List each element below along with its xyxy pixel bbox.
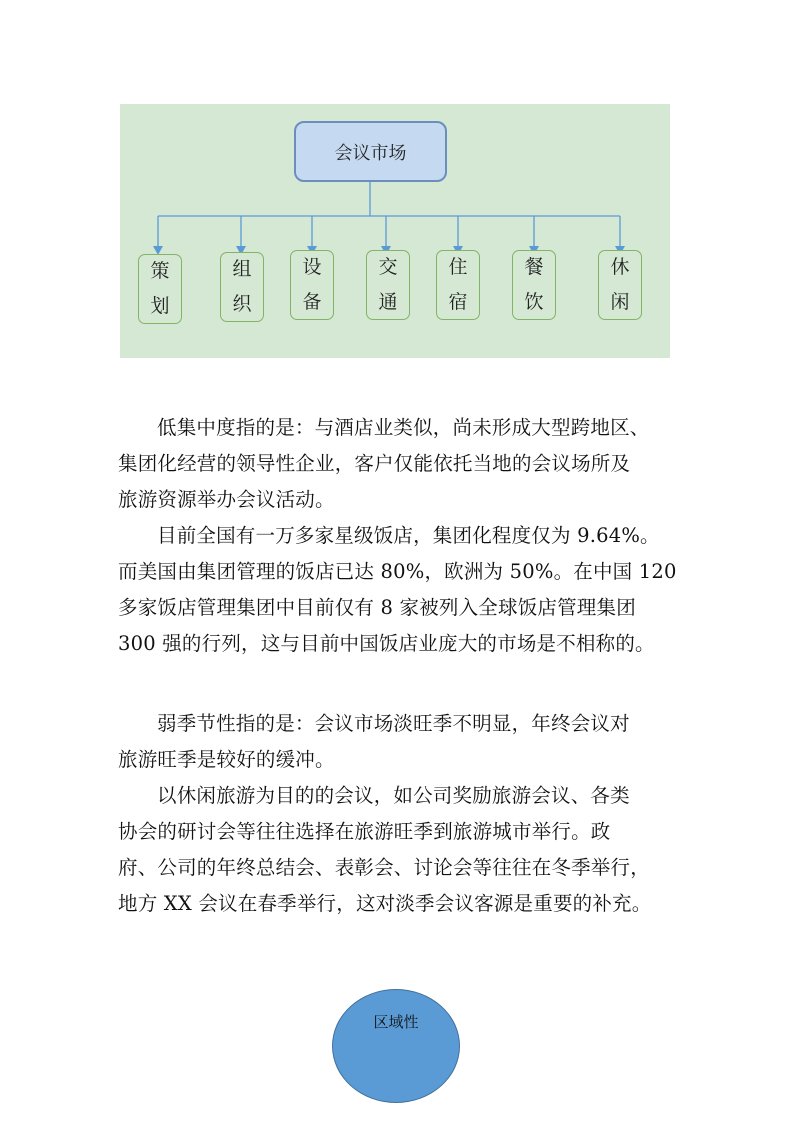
leaf-char: 休	[610, 256, 630, 278]
leaf-char: 策	[150, 260, 170, 282]
leaf-char: 设	[302, 256, 322, 278]
leaf-char: 住	[448, 256, 468, 278]
leaf-char: 备	[302, 291, 322, 313]
leaf-char: 织	[232, 293, 252, 315]
leaf-node-equipment	[290, 250, 334, 320]
paragraph-line: 旅游旺季是较好的缓冲。	[118, 748, 335, 771]
leaf-node-lodging	[436, 250, 480, 320]
root-node-label: 会议市场	[334, 142, 407, 164]
leaf-char: 闲	[610, 291, 630, 313]
paragraph-line: 而美国由集团管理的饭店已达 80%，欧洲为 50%。在中国 120	[118, 560, 677, 583]
leaf-node-organization	[220, 252, 264, 322]
paragraph-line: 协会的研讨会等往往选择在旅游旺季到旅游城市举行。政	[118, 820, 611, 843]
paragraph-line: 多家饭店管理集团中目前仅有 8 家被列入全球饭店管理集团	[118, 596, 636, 619]
paragraph-line: 以休闲旅游为目的的会议，如公司奖励旅游会议、各类	[157, 784, 630, 807]
root-node-box	[294, 121, 447, 182]
paragraph-line: 地方 XX 会议在春季举行，这对淡季会议客源是重要的补充。	[118, 892, 652, 915]
leaf-node-planning	[138, 254, 182, 324]
paragraph-line: 低集中度指的是：与酒店业类似，尚未形成大型跨地区、	[157, 416, 650, 439]
paragraph-line: 旅游资源举办会议活动。	[118, 488, 335, 511]
market-org-chart	[120, 104, 670, 358]
leaf-char: 宿	[448, 291, 468, 313]
leaf-node-leisure	[598, 250, 642, 320]
paragraph-line: 300 强的行列，这与目前中国饭店业庞大的市场是不相称的。	[118, 632, 655, 655]
paragraph-line: 目前全国有一万多家星级饭店，集团化程度仅为 9.64%。	[157, 524, 660, 547]
regional-circle-shape	[332, 989, 460, 1103]
paragraph-line: 弱季节性指的是：会议市场淡旺季不明显，年终会议对	[157, 712, 630, 735]
leaf-node-catering	[512, 250, 556, 320]
leaf-char: 组	[232, 258, 252, 280]
circle-label: 区域性	[373, 1013, 419, 1031]
paragraph-line: 集团化经营的领导性企业，客户仅能依托当地的会议场所及	[118, 452, 631, 475]
section-low-concentration	[118, 410, 678, 662]
leaf-char: 通	[378, 291, 398, 313]
leaf-char: 交	[378, 256, 398, 278]
paragraph-line: 府、公司的年终总结会、表彰会、讨论会等往往在冬季举行，	[118, 856, 650, 879]
leaf-char: 划	[150, 295, 170, 317]
leaf-node-transport	[366, 250, 410, 320]
section-weak-seasonality	[118, 706, 678, 922]
leaf-char: 饮	[524, 291, 544, 313]
leaf-char: 餐	[524, 256, 544, 278]
